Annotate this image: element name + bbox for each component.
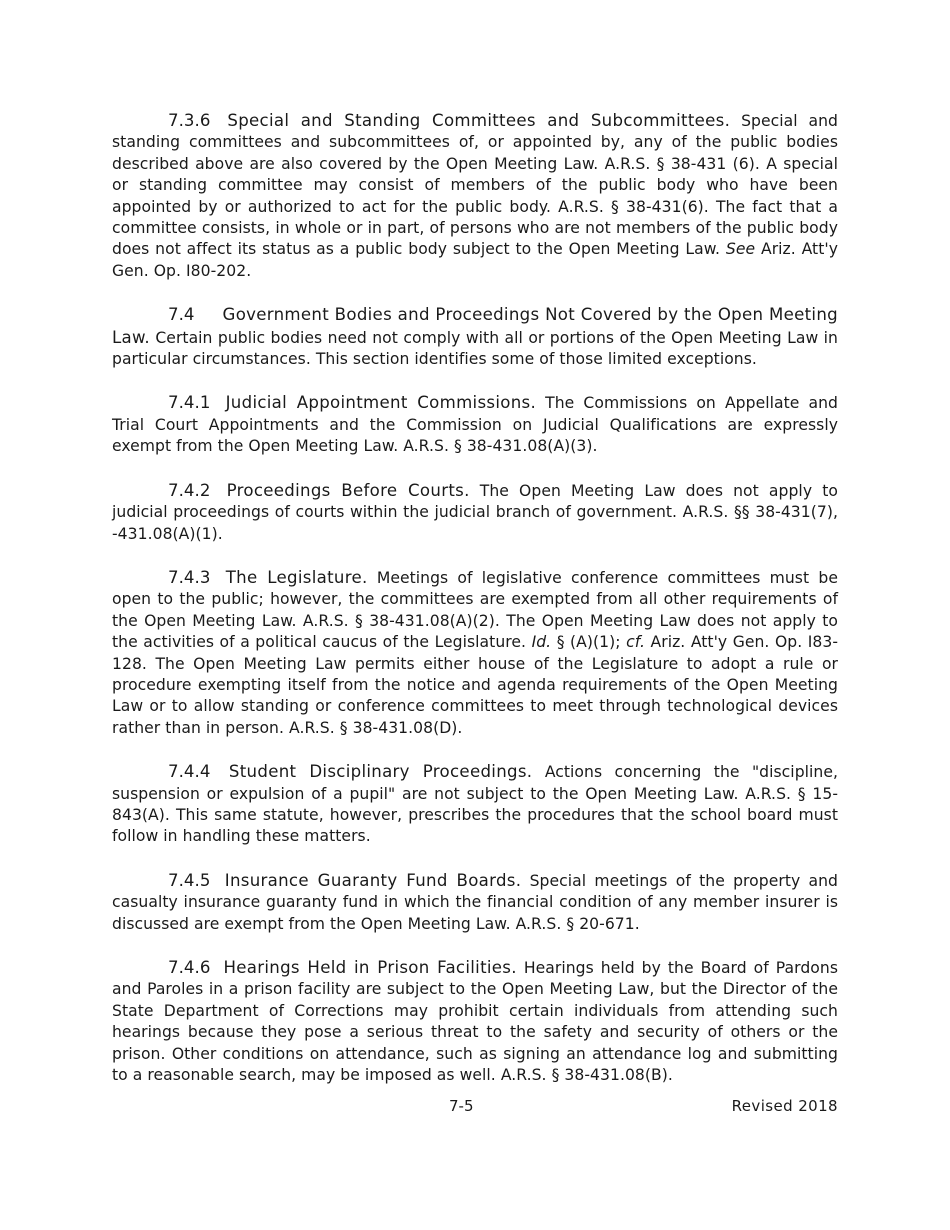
section-heading: Government Bodies and Proceedings Not Covered by the Open Meeting Law. [112, 305, 838, 347]
section-7-4-5 [112, 870, 838, 935]
section-heading: Student Disciplinary Proceedings. [228, 762, 533, 782]
section-number: 7.3.6 [168, 111, 211, 130]
section-body: Certain public bodies need not comply with all or portions of the Open Meeting Law in particular circumstances. This section identifies some of those limited exceptions. [112, 328, 838, 369]
citation-cf: cf. [626, 633, 645, 652]
section-7-4-1 [112, 392, 838, 457]
section-body: Actions concerning the "discipline, suspension or expulsion of a pupil" are not subject to the Open Meeting Law. A.R.S. § 15-843(A). This same statute, however, prescribes the procedures that the school board must follow in handling these matters. [112, 763, 838, 846]
section-body-cont: Ariz. Att'y Gen. Op. I80-202. [112, 240, 838, 280]
section-heading: The Legislature. [225, 567, 368, 587]
section-body: Hearings held by the Board of Pardons and Paroles in a prison facility are subject to the Open Meeting Law, but the Director of the State Department of Corrections may prohibit certain individuals from attending such hearings because they pose a serious threat to the safety and security of others or the prison. Other conditions on attendance, such as signing an attendance log and submitting to a reasonable search, may be imposed as well. A.R.S. § 38-431.08(B). [112, 959, 838, 1085]
section-body: The Commissions on Appellate and Trial Court Appointments and the Commission on Judicial Qualifications are expressly exempt from the Open Meeting Law. A.R.S. § 38-431.08(A)(3). [112, 394, 838, 456]
revision-note: Revised 2018 [731, 1097, 838, 1115]
section-heading: Judicial Appointment Commissions. [225, 393, 537, 413]
section-number: 7.4.2 [168, 480, 211, 500]
section-7-4 [112, 304, 838, 370]
section-body-cont: § (A)(1); [556, 633, 621, 652]
section-7-4-2 [112, 480, 838, 545]
section-heading: Special and Standing Committees and Subcommittees. [227, 111, 731, 130]
section-heading: Insurance Guaranty Fund Boards. [224, 870, 522, 890]
citation-id: Id. [531, 633, 552, 652]
section-number: 7.4.5 [168, 870, 211, 890]
section-7-4-6 [112, 957, 838, 1086]
section-heading: Hearings Held in Prison Facilities. [223, 958, 517, 977]
section-number: 7.4 [168, 305, 195, 325]
section-heading: Proceedings Before Courts. [226, 480, 470, 500]
section-body-cont-2: Ariz. Att'y Gen. Op. I83-128. The Open Meeting Law permits either house of the Legislature to adopt a rule or procedure exempting itself from the notice and agenda requirements of the Open Meeting Law or to allow standing or conference committees to meet through technological devices rather than in person. A.R.S. § 38-431.08(D). [112, 633, 839, 737]
section-number: 7.4.1 [168, 393, 211, 413]
section-7-4-3 [112, 567, 838, 739]
page-number: 7-5 [449, 1097, 474, 1115]
document-page [112, 110, 838, 1108]
section-7-4-4 [112, 761, 838, 848]
section-body: The Open Meeting Law does not apply to judicial proceedings of courts within the judicial branch of government. A.R.S. §§ 38-431(7), -431.08(A)(1). [112, 481, 838, 543]
section-body: Meetings of legislative conference committees must be open to the public; however, the committees are exempted from all other requirements of the Open Meeting Law. A.R.S. § 38-431.08(A)(2). The Open Meeting Law does not apply to the activities of a political caucus of the Legislature. [112, 568, 838, 652]
section-body: Special meetings of the property and casualty insurance guaranty fund in which the financial condition of any member insurer is discussed are exempt from the Open Meeting Law. A.R.S. § 20-671. [112, 871, 838, 933]
section-7-3-6 [112, 110, 838, 282]
section-number: 7.4.6 [168, 958, 211, 977]
section-body: Special and standing committees and subcommittees of, or appointed by, any of the public bodies described above are also covered by the Open Meeting Law. A.R.S. § 38-431 (6). A special or standing committee may consist of members of the public body who have been appointed by or authorized to act for the public body. A.R.S. § 38-431(6). The fact that a committee consists, in whole or in part, of persons who are not members of the public body does not affect its status as a public body subject to the Open Meeting Law. [112, 112, 838, 259]
citation-signal: See [725, 240, 756, 259]
section-number: 7.4.4 [168, 762, 211, 782]
page-footer [112, 1097, 838, 1119]
section-number: 7.4.3 [168, 567, 211, 587]
